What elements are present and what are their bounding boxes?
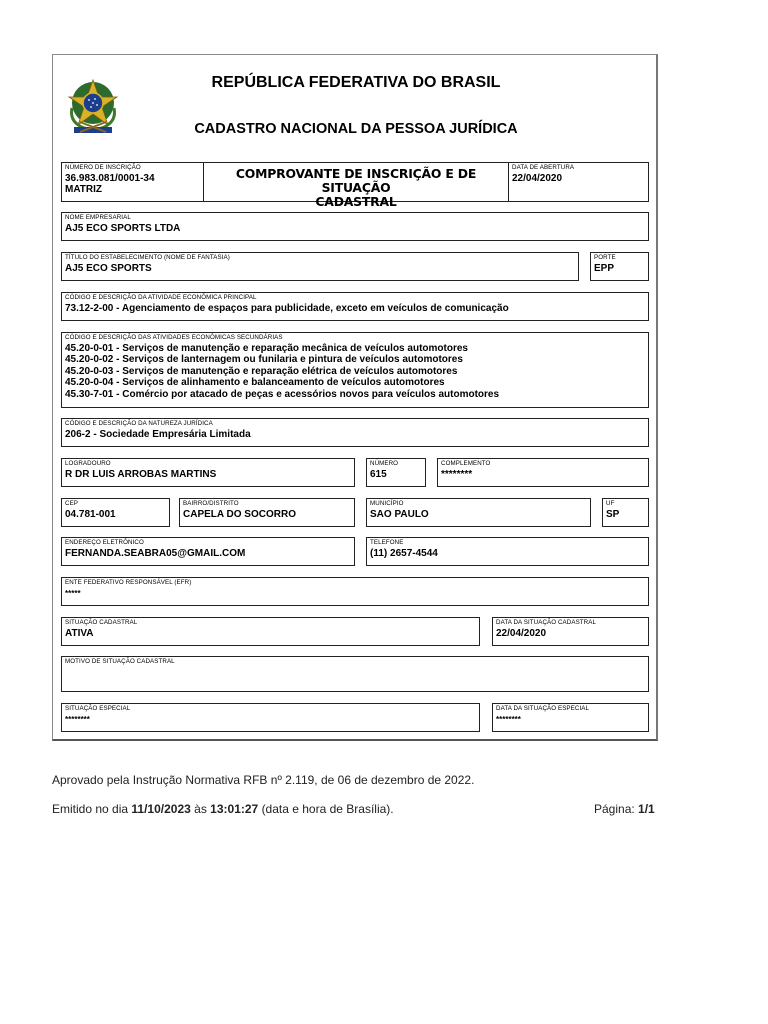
- comprovante-line-2: CADASTRAL: [315, 194, 397, 209]
- abertura-value: 22/04/2020: [512, 173, 563, 184]
- nome-empresarial-value: AJ5 ECO SPORTS LTDA: [65, 223, 181, 234]
- data-situacao-value: 22/04/2020: [496, 628, 547, 639]
- emitido-time: 13:01:27: [210, 802, 259, 816]
- complemento-box: [437, 458, 649, 487]
- porte-value: EPP: [594, 263, 615, 274]
- municipio-box: [366, 498, 591, 527]
- telefone-box: [366, 537, 649, 566]
- bairro-label: BAIRRO/DISTRITO: [183, 500, 239, 507]
- efr-label: ENTE FEDERATIVO RESPONSÁVEL (EFR): [65, 579, 192, 586]
- atividade-secundaria-item: 45.20-0-01 - Serviços de manutenção e reparação mecânica de veículos automotores: [65, 343, 468, 354]
- atividade-secundaria-item: 45.30-7-01 - Comércio por atacado de peças e acessórios novos para veículos automotores: [65, 388, 500, 400]
- page-title: REPÚBLICA FEDERATIVA DO BRASIL: [211, 74, 501, 91]
- cep-box: [61, 498, 170, 527]
- logradouro-label: LOGRADOURO: [65, 460, 111, 467]
- municipio-label: MUNICÍPIO: [370, 500, 404, 507]
- fantasia-box: [61, 252, 579, 281]
- data-situacao-especial-label: DATA DA SITUAÇÃO ESPECIAL: [496, 705, 590, 712]
- pagina-text: [594, 802, 655, 816]
- inscricao-label: NÚMERO DE INSCRIÇÃO: [65, 164, 141, 171]
- uf-label: UF: [606, 500, 615, 507]
- atividade-principal-label: CÓDIGO E DESCRIÇÃO DA ATIVIDADE ECONÔMICA PRINCIPAL: [65, 294, 257, 301]
- data-situacao-box: [492, 617, 649, 646]
- complemento-label: COMPLEMENTO: [441, 460, 491, 467]
- telefone-value: (11) 2657-4544: [370, 548, 438, 559]
- atividade-principal-value: 73.12-2-00 - Agenciamento de espaços para publicidade, exceto em veículos de comunicação: [65, 303, 509, 314]
- emitido-date: 11/10/2023: [131, 802, 191, 816]
- brazil-coat-of-arms-icon: [66, 78, 120, 136]
- atividades-secundarias-box: [61, 332, 649, 408]
- numero-label: NÚMERO: [370, 460, 399, 467]
- atividades-secundarias-label: CÓDIGO E DESCRIÇÃO DAS ATIVIDADES ECONÔMICAS SECUNDÁRIAS: [65, 334, 283, 341]
- logradouro-value: R DR LUIS ARROBAS MARTINS: [65, 469, 217, 480]
- cep-label: CEP: [65, 500, 79, 507]
- nome-empresarial-label: NOME EMPRESARIAL: [65, 214, 131, 221]
- situacao-box: [61, 617, 480, 646]
- email-box: [61, 537, 355, 566]
- porte-label: PORTE: [594, 254, 616, 261]
- aprovado-text: Aprovado pela Instrução Normativa RFB nº 2.119, de 06 de dezembro de 2022.: [52, 773, 475, 787]
- natureza-juridica-label: CÓDIGO E DESCRIÇÃO DA NATUREZA JURÍDICA: [65, 420, 213, 427]
- email-label: ENDEREÇO ELETRÔNICO: [65, 539, 144, 546]
- situacao-label: SITUAÇÃO CADASTRAL: [65, 619, 138, 626]
- efr-value: *****: [65, 589, 81, 598]
- fantasia-value: AJ5 ECO SPORTS: [65, 263, 152, 274]
- motivo-box: [61, 656, 649, 692]
- comprovante-title: [204, 167, 508, 209]
- abertura-box: [508, 162, 649, 202]
- matriz-value: MATRIZ: [65, 184, 103, 195]
- uf-value: SP: [606, 509, 620, 520]
- data-situacao-label: DATA DA SITUAÇÃO CADASTRAL: [496, 619, 597, 626]
- atividade-principal-box: [61, 292, 649, 321]
- comprovante-box: [203, 162, 509, 209]
- natureza-juridica-value: 206-2 - Sociedade Empresária Limitada: [65, 429, 251, 440]
- atividade-secundaria-item: 45.20-0-03 - Serviços de manutenção e reparação elétrica de veículos automotores: [65, 365, 458, 377]
- situacao-especial-label: SITUAÇÃO ESPECIAL: [65, 705, 131, 712]
- pagina-label: Página:: [594, 802, 635, 816]
- cep-value: 04.781-001: [65, 509, 116, 520]
- situacao-especial-box: [61, 703, 480, 732]
- atividade-secundaria-item: 45.20-0-02 - Serviços de lanternagem ou funilaria e pintura de veículos automotores: [65, 354, 463, 366]
- fantasia-label: TÍTULO DO ESTABELECIMENTO (NOME DE FANTASIA): [65, 254, 230, 261]
- numero-value: 615: [370, 469, 387, 480]
- emitido-text: [52, 802, 394, 816]
- cnpj-value: 36.983.081/0001-34: [65, 173, 155, 184]
- telefone-label: TELEFONE: [370, 539, 404, 546]
- page-subtitle: CADASTRO NACIONAL DA PESSOA JURÍDICA: [194, 121, 518, 137]
- bairro-box: [179, 498, 355, 527]
- data-situacao-especial-box: [492, 703, 649, 732]
- municipio-value: SAO PAULO: [370, 509, 429, 520]
- bairro-value: CAPELA DO SOCORRO: [183, 509, 296, 520]
- numero-box: [366, 458, 426, 487]
- email-value: FERNANDA.SEABRA05@GMAIL.COM: [65, 548, 246, 559]
- nome-empresarial-box: [61, 212, 649, 241]
- comprovante-line-1: COMPROVANTE DE INSCRIÇÃO E DE SITUAÇÃO: [235, 166, 477, 195]
- motivo-label: MOTIVO DE SITUAÇÃO CADASTRAL: [65, 658, 175, 665]
- uf-box: [602, 498, 649, 527]
- emitido-mid: às: [194, 802, 207, 816]
- situacao-value: ATIVA: [65, 628, 94, 639]
- efr-box: [61, 577, 649, 606]
- inscricao-box: [61, 162, 204, 202]
- data-situacao-especial-value: ********: [496, 715, 521, 724]
- logradouro-box: [61, 458, 355, 487]
- atividades-secundarias-list: [65, 343, 499, 400]
- atividade-secundaria-item: 45.20-0-04 - Serviços de alinhamento e balanceamento de veículos automotores: [65, 377, 445, 389]
- abertura-label: DATA DE ABERTURA: [512, 164, 575, 171]
- natureza-juridica-box: [61, 418, 649, 447]
- emitido-suffix: (data e hora de Brasília).: [261, 802, 394, 816]
- emitido-prefix: Emitido no dia: [52, 802, 129, 816]
- situacao-especial-value: ********: [65, 715, 90, 724]
- porte-box: [590, 252, 649, 281]
- pagina-value: 1/1: [638, 802, 655, 816]
- complemento-value: ********: [441, 469, 473, 480]
